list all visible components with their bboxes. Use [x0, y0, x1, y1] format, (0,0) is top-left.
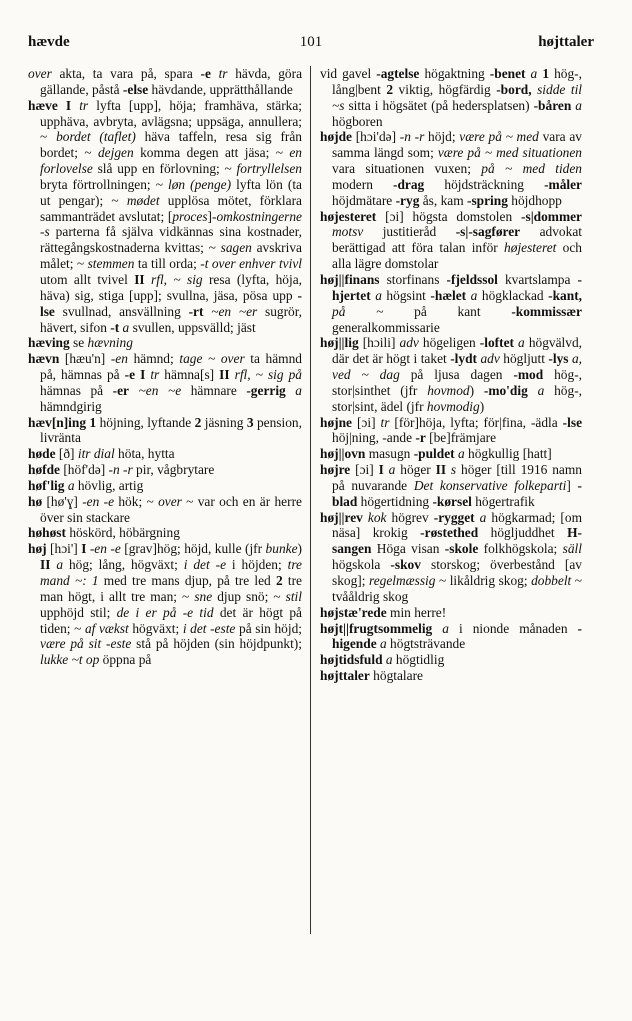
dictionary-entry	[28, 494, 302, 526]
entry-text: högertidning	[357, 493, 433, 509]
entry-text: [hø'ɣ]	[42, 493, 83, 509]
entry-text: -hælet	[430, 287, 467, 303]
entry-text: upphöjd stil;	[40, 604, 117, 620]
entry-text: [ɔi]	[352, 414, 381, 430]
entry-text: sagen	[220, 240, 252, 256]
entry-text: hög-, stor|sinthet (jfr	[332, 367, 582, 398]
entry-text: hæve I	[28, 97, 72, 113]
entry-text: -en -e	[82, 493, 115, 509]
entry-text: -n -r	[108, 462, 133, 478]
entry-text: resa (lyfta, höja, häva) sig, stiga [upp]; svullna, jäsa, pösa upp	[40, 271, 302, 303]
entry-text: vara av samma längd som;	[332, 129, 582, 161]
entry-text: [grav]hög; höjd, kulle (jfr	[120, 541, 266, 557]
dictionary-entry	[28, 446, 302, 462]
entry-text: -skov	[390, 557, 421, 573]
dictionary-entry	[320, 335, 582, 414]
entry-text: och alla lägre domstolar	[332, 240, 582, 272]
entry-text: höjd;	[424, 129, 460, 145]
entry-text: öppna på	[99, 652, 152, 668]
entry-text: høj||rev	[320, 509, 363, 525]
entry-text: parterna få själva vidkännas sina kostnader, rättegångskostnaderna kvittas; ~	[40, 224, 302, 256]
entry-text: a	[454, 446, 465, 462]
entry-text: på kant	[383, 303, 512, 319]
entry-text: jäsning	[201, 414, 247, 430]
entry-text: høj	[28, 541, 47, 557]
entry-text: [hæu'n]	[59, 351, 111, 367]
entry-text: justitieråd	[363, 224, 456, 240]
entry-text: storskog; överbestånd [av skog];	[332, 557, 582, 588]
entry-text: en forlovelse	[40, 145, 302, 177]
dictionary-entry	[320, 66, 582, 129]
entry-text: hævning	[87, 335, 133, 351]
entry-text: hämna[s]	[159, 367, 220, 383]
entry-text: högrev	[386, 509, 434, 525]
dictionary-entry	[28, 66, 302, 98]
entry-text: -kant,	[548, 287, 582, 303]
entry-text: sne	[194, 588, 213, 604]
entry-text: høf'lig	[28, 477, 65, 493]
entry-text: i höjden;	[226, 557, 288, 573]
entry-text: hög-, lång|bent	[332, 66, 582, 97]
entry-text: tage ~ over	[179, 351, 245, 367]
entry-text: -n -r	[399, 129, 425, 145]
entry-text: kok	[362, 509, 387, 525]
entry-text: dobbelt	[531, 573, 572, 588]
entry-text: -en	[110, 351, 128, 367]
entry-text: [hɔi'də]	[352, 129, 400, 145]
entry-text: på ~ med tiden	[481, 161, 582, 177]
entry-text: rfl, ~ sig	[144, 271, 203, 287]
dictionary-entry	[320, 462, 582, 510]
entry-text: utom allt tvivel	[40, 271, 135, 287]
entry-text: -er	[112, 382, 129, 398]
entry-text: svullnad, ansvällning	[54, 303, 189, 319]
entry-text: pension, livränta	[40, 414, 302, 446]
entry-text: højttaler	[320, 668, 370, 684]
entry-text: höger	[395, 462, 436, 478]
entry-text: häva taffeln, resa sig från bordet; ~	[40, 129, 303, 161]
dictionary-entry	[28, 478, 302, 494]
entry-text: proces	[172, 208, 208, 224]
entry-text: -rygget	[433, 509, 475, 525]
entry-text: ~ tvååldrig skog	[332, 573, 583, 604]
entry-text: högertrafik	[471, 493, 535, 509]
entry-text: högskola	[332, 557, 391, 573]
entry-text: a	[382, 652, 393, 668]
entry-text: tre mand ~: 1	[40, 557, 303, 588]
page-number: 101	[299, 34, 323, 50]
entry-text: a	[285, 382, 302, 398]
entry-text: højesteret	[504, 240, 557, 256]
entry-text: ~en ~er	[203, 303, 258, 319]
entry-text: ~ likåldrig skog;	[435, 573, 532, 588]
entry-text: dejgen	[97, 145, 134, 161]
entry-text: hovmodig	[426, 398, 480, 414]
entry-text: ta hämnd på, hämnas på	[40, 351, 302, 383]
dictionary-entry	[28, 415, 302, 447]
entry-text: høj||lig	[320, 335, 359, 351]
entry-text: -båren	[533, 97, 572, 113]
entry-text: sugrör, hävert, sifon	[40, 303, 303, 335]
entry-text: högtsträvande	[386, 636, 466, 652]
entry-text: [ɔi]	[350, 462, 379, 478]
entry-text: -r	[415, 430, 426, 446]
entry-text: ta till orda;	[134, 256, 201, 272]
entry-text: -ryg	[395, 192, 420, 208]
entry-text: -s|-sagfører	[455, 224, 521, 240]
entry-text: hävdande, upprätthållande	[148, 81, 293, 97]
entry-text: kvartslampa	[497, 271, 578, 287]
dictionary-entry	[28, 98, 302, 336]
entry-text: -agtelse	[376, 66, 420, 81]
entry-text: -mo'dig	[483, 382, 528, 398]
entry-text: a	[376, 636, 387, 652]
entry-text: regelmæssig	[368, 573, 436, 588]
entry-text: svullen, uppsvälld; jäst	[129, 319, 256, 335]
entry-text: upplösa mötet, förklara sammanträdet avslutat; [	[40, 192, 302, 224]
entry-text: højesteret	[320, 208, 377, 224]
entry-text: høfde	[28, 462, 60, 478]
entry-text: höjning, lyftande	[96, 414, 195, 430]
entry-text: högkarmad; [om näsa] krokig	[332, 509, 582, 541]
entry-text: højstæ'rede	[320, 604, 387, 620]
entry-text: s	[446, 462, 457, 478]
entry-text: högboren	[332, 113, 383, 129]
entry-text: hämnd;	[127, 351, 180, 367]
entry-text: -puldet	[413, 446, 455, 462]
entry-text: 1	[537, 66, 550, 81]
entry-text: H-sangen	[332, 525, 582, 557]
entry-text: se	[69, 335, 88, 351]
entry-text: tr	[210, 66, 228, 81]
entry-text: viktig, högfärdig	[393, 81, 497, 97]
entry-text: høde	[28, 446, 56, 462]
entry-text: bordet (taflet)	[56, 129, 136, 145]
entry-text: högaktning	[419, 66, 490, 81]
entry-text: hæving	[28, 335, 70, 351]
entry-text: høj||ovn	[320, 446, 366, 462]
entry-text: tr	[380, 414, 390, 430]
entry-text: -rt	[188, 303, 204, 319]
entry-text: a	[64, 477, 75, 493]
entry-text: mødet	[126, 192, 160, 208]
entry-text: högljuddhet	[478, 525, 568, 541]
entry-text: stå på höjden (sin höjdpunkt);	[131, 636, 302, 652]
entry-text: djup snö; ~	[212, 588, 286, 604]
entry-text: a	[571, 97, 582, 113]
entry-text: på ljusa dagen	[399, 367, 514, 383]
entry-text: i det -este	[182, 620, 236, 636]
entry-text: adv	[399, 335, 419, 351]
column-divider	[310, 66, 311, 934]
entry-text: højne	[320, 414, 352, 430]
entry-text: højtidsfuld	[320, 652, 383, 668]
entry-text: [hɔili]	[358, 335, 400, 351]
entry-text: -gerrig	[246, 382, 286, 398]
entry-text: a	[370, 287, 382, 303]
entry-text: -mod	[513, 367, 544, 383]
entry-text: -spring	[467, 192, 508, 208]
entry-text: a	[383, 462, 396, 478]
entry-text: [hɔi']	[46, 541, 82, 557]
entry-text: masugn	[365, 446, 414, 462]
entry-text: I	[378, 462, 384, 478]
entry-text: på sin höjd;	[235, 620, 302, 636]
entry-text: 2	[194, 414, 202, 430]
entry-text: på ~	[332, 303, 384, 319]
entry-text: högsint	[381, 287, 431, 303]
entry-text: a	[513, 335, 525, 351]
entry-text: stil	[285, 588, 302, 604]
dictionary-entry	[320, 668, 582, 684]
entry-text: högvälvd, där det är högt i taket	[332, 335, 582, 367]
entry-text: ~ var och en är herre över sin stackare	[40, 493, 302, 525]
entry-text: a	[474, 509, 487, 525]
entry-text: -benet	[489, 66, 526, 81]
entry-text: bryta förtrollningen; ~	[40, 176, 168, 192]
entry-text: höj|ning, -ande	[332, 430, 416, 446]
dictionary-entry	[28, 541, 302, 668]
entry-text: 2	[386, 81, 394, 97]
entry-text: min herre!	[386, 604, 447, 620]
dictionary-entry	[320, 209, 582, 272]
entry-text: höjdhopp	[507, 192, 562, 208]
entry-text: II	[219, 367, 230, 383]
entry-text: högljutt	[499, 351, 549, 367]
entry-text: II	[435, 462, 447, 478]
entry-text: af vækst	[84, 620, 129, 636]
entry-text: a	[527, 382, 545, 398]
entry-text: -else	[122, 81, 149, 97]
entry-text: motsv	[332, 224, 364, 240]
entry-text: -e I	[124, 367, 146, 383]
entry-text: generalkommissarie	[332, 319, 440, 335]
entry-text: være på ~ med situationen	[437, 145, 582, 161]
entry-text: bunke	[265, 541, 298, 557]
entry-text: over	[158, 493, 182, 509]
entry-text: advokat berättigad att föra talan inför	[332, 224, 582, 256]
entry-text: komma degen att jäsa; ~	[133, 145, 290, 161]
entry-text: høj||finans	[320, 271, 380, 287]
entry-text: [ð]	[55, 446, 78, 462]
entry-text: højde	[320, 129, 352, 145]
dictionary-entry	[28, 525, 302, 541]
entry-text: være på sit -este	[40, 636, 132, 652]
dictionary-entry	[28, 351, 302, 414]
entry-text: -t	[110, 319, 120, 335]
dictionary-entry	[320, 415, 582, 447]
dictionary-entry	[320, 621, 582, 653]
entry-text: i nionde månaden	[448, 620, 578, 636]
entry-text: -lse	[562, 414, 583, 430]
entry-text: hög; lång, högväxt;	[63, 557, 184, 573]
entry-text: ]	[566, 477, 578, 493]
entry-text: hæv[n]ing 1	[28, 414, 97, 430]
entry-text: løn (penge)	[168, 176, 232, 192]
entry-text: hämndgirig	[40, 398, 102, 414]
entry-text: -lydt	[450, 351, 477, 367]
entry-text: tr	[145, 367, 160, 383]
entry-text: høhøst	[28, 525, 66, 541]
entry-text: [höf'də]	[60, 462, 109, 478]
entry-text: -lys	[548, 351, 569, 367]
entry-text: höta, hytta	[114, 446, 175, 462]
entry-text: hövlig, artig	[74, 477, 144, 493]
entry-text: ås, kam	[419, 192, 467, 208]
entry-text: være på ~ med	[459, 129, 539, 145]
entry-text: säll	[562, 541, 582, 557]
entry-text: hævn	[28, 351, 60, 367]
entry-text: modern	[332, 176, 394, 192]
entry-text: -lse	[40, 287, 302, 319]
entry-text: 2	[275, 573, 283, 588]
entry-text: pir, vågbrytare	[132, 462, 215, 478]
entry-text: hög-, stor|sint, ädel (jfr	[332, 382, 582, 414]
entry-text: II	[134, 271, 145, 287]
right-column	[320, 66, 582, 684]
dictionary-entry	[320, 129, 582, 208]
entry-text: tre man högt, i allt tre man; ~	[40, 573, 302, 604]
dictionary-entry	[320, 272, 582, 335]
entry-text: tr	[71, 97, 89, 113]
entry-text: akta, ta vara på, spara	[51, 66, 201, 81]
entry-text: -kommissær	[511, 303, 582, 319]
entry-text: -higende	[332, 620, 583, 652]
entry-text: omkostningerne -s	[40, 208, 302, 240]
entry-text: högtalare	[369, 668, 423, 684]
entry-text: höjdmätare	[332, 192, 396, 208]
left-column	[28, 66, 302, 668]
entry-text: med tre mans djup, på tre led	[98, 573, 276, 588]
entry-text: I	[81, 541, 87, 557]
entry-text: -hjertet	[332, 271, 582, 303]
entry-text: )	[479, 398, 485, 414]
entry-text: höjdsträckning	[424, 176, 545, 192]
entry-text: Det konservative folkeparti	[413, 477, 567, 493]
entry-text: ]-	[207, 208, 217, 224]
entry-text: -en -e	[86, 541, 121, 557]
entry-text: -t over enhver tvivl	[200, 256, 302, 272]
dictionary-entry	[320, 446, 582, 462]
entry-text: -røstethed	[420, 525, 479, 541]
entry-text: hovmod	[427, 382, 470, 398]
dictionary-entry	[28, 335, 302, 351]
entry-text: högväxt;	[128, 620, 183, 636]
entry-text: fortryllelsen	[236, 161, 302, 177]
entry-text: -e	[200, 66, 211, 81]
entry-text: sitta i högsätet (på hedersplatsen)	[344, 97, 534, 113]
entry-text: over	[28, 66, 52, 81]
entry-text: hämnas på	[40, 382, 113, 398]
entry-text: -loftet	[479, 335, 514, 351]
entry-text: II	[40, 557, 51, 573]
dictionary-entry	[320, 652, 582, 668]
entry-text: vid gavel	[320, 66, 377, 81]
entry-text: -drag	[393, 176, 425, 192]
entry-text: rfl, ~ sig på	[229, 367, 302, 383]
dictionary-entry	[320, 510, 582, 605]
entry-text: sidde til ~s	[332, 81, 583, 113]
entry-text: hök; ~	[114, 493, 159, 509]
entry-text: -blad	[332, 477, 582, 509]
entry-text: högtidlig	[392, 652, 445, 668]
entry-text: de i er på -e tid	[116, 604, 214, 620]
entry-text: højre	[320, 462, 351, 478]
entry-text: höger [till 1916 namn på nuvarande	[332, 462, 582, 493]
entry-text: -bord,	[496, 81, 532, 97]
entry-text: adv	[477, 351, 500, 367]
right-guideword: højttaler	[538, 34, 594, 50]
entry-text: )	[469, 382, 484, 398]
entry-text: )	[297, 541, 302, 557]
entry-text: -kørsel	[432, 493, 472, 509]
entry-text: itr dial	[77, 446, 115, 462]
entry-text: a	[466, 287, 478, 303]
entry-text: högkullig [hatt]	[464, 446, 552, 462]
entry-text: a	[119, 319, 130, 335]
entry-text: höskörd, höbärgning	[65, 525, 180, 541]
entry-text: lukke ~t op	[40, 652, 100, 668]
entry-text: a	[432, 620, 449, 636]
entry-text: storfinans	[379, 271, 447, 287]
entry-text: a	[50, 557, 64, 573]
entry-text: a	[525, 66, 538, 81]
entry-text: hävda, göra gällande, påstå	[40, 66, 303, 97]
entry-text: i det -e	[183, 557, 227, 573]
entry-text: hämnare	[181, 382, 247, 398]
dictionary-entry	[320, 605, 582, 621]
entry-text: lyfta [upp], höja; framhäva, stärka; upphäva, avbryta, avlägsna; uppsäga, annullera; ~	[40, 97, 303, 145]
entry-text: folkhögskola;	[478, 541, 563, 557]
entry-text: [be]främjare	[425, 430, 497, 446]
entry-text: hø	[28, 493, 43, 509]
entry-text: det är högt på tiden; ~	[40, 604, 302, 636]
entry-text: högeligen	[418, 335, 480, 351]
entry-text: -fjeldssol	[446, 271, 498, 287]
entry-text: -s|dommer	[521, 208, 582, 224]
left-guideword: hævde	[28, 34, 70, 50]
page-header	[28, 34, 594, 54]
entry-text: [ɔi] högsta domstolen	[376, 208, 522, 224]
entry-text: avskriva målet; ~	[40, 240, 302, 272]
dictionary-entry	[28, 462, 302, 478]
entry-text: Höga visan	[371, 541, 445, 557]
entry-text: vara situationen vuxen;	[332, 161, 482, 177]
entry-text: stemmen	[87, 256, 135, 272]
entry-text: -måler	[544, 176, 582, 192]
entry-text: højt||frugtsommelig	[320, 620, 433, 636]
entry-text: lyfta lön (ta ut pengar); ~	[40, 176, 302, 208]
entry-text: -skole	[444, 541, 479, 557]
entry-text: [för]höja, lyfta; för|fina, -ädla	[389, 414, 563, 430]
entry-text: ~en ~e	[129, 382, 182, 398]
entry-text: högklackad	[477, 287, 549, 303]
entry-text: slå upp en förlovning; ~	[92, 161, 237, 177]
entry-text: 3	[246, 414, 254, 430]
entry-text: a, ved ~ dag	[332, 351, 583, 383]
